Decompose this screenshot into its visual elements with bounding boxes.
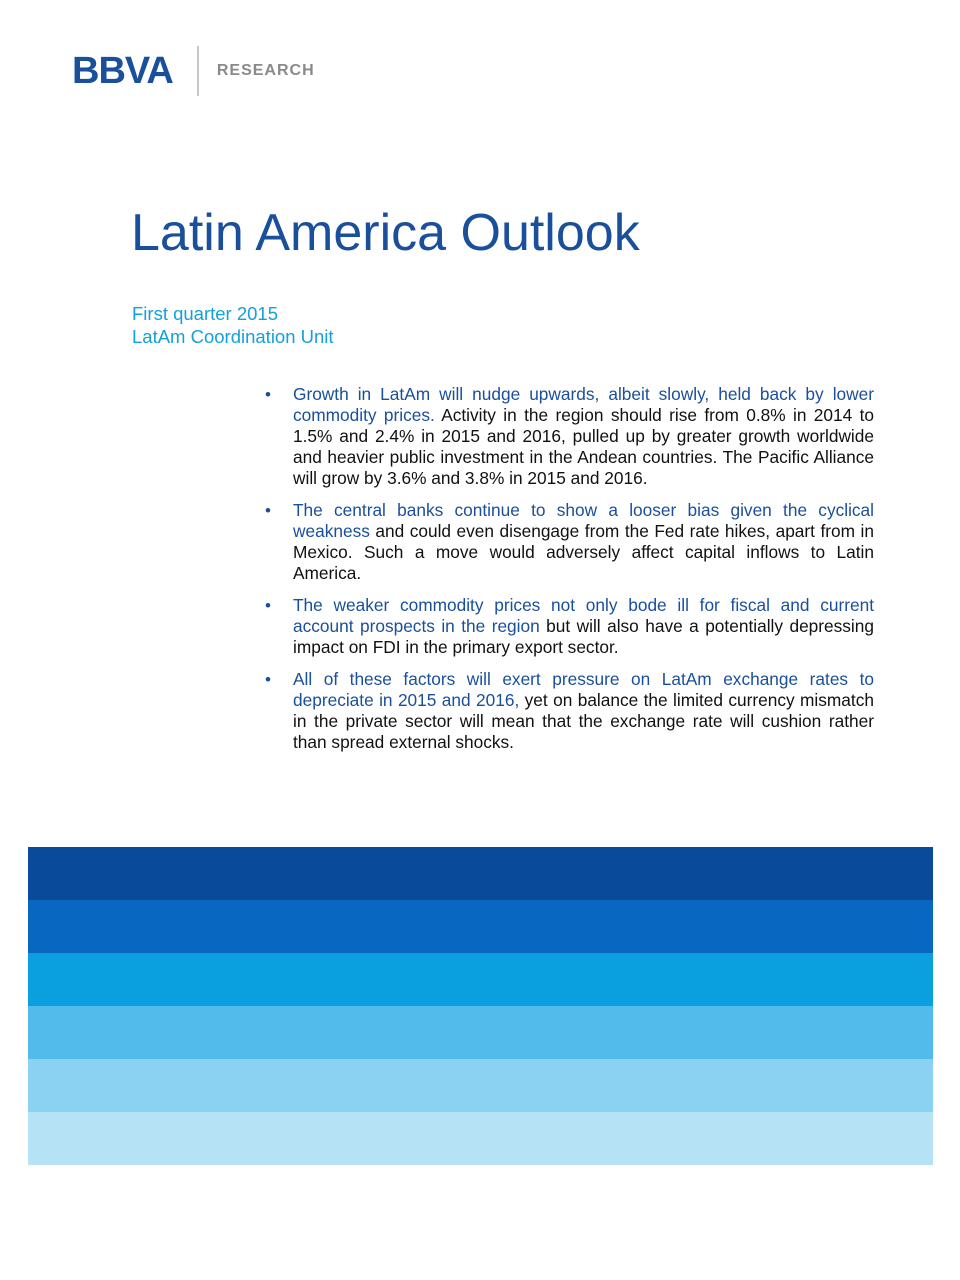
stripe-band: [28, 900, 933, 953]
stripe-band: [28, 1006, 933, 1059]
subtitle-block: [132, 302, 334, 348]
key-point-highlight: The central banks continue to show a looser bias given the cyclical weakness: [293, 500, 874, 541]
key-point-body: Activity in the region should rise from 0.8% in 2014 to 1.5% and 2.4% in 2015 and 2016, pulled up by greater growth worldwide and heavier public investment in the Andean countries. The Pacific Alliance will grow by 3.6% and 3.8% in 2015 and 2016.: [293, 405, 874, 488]
key-point-body: but will also have a potentially depressing impact on FDI in the primary export sector.: [293, 616, 874, 657]
stripe-band: [28, 1112, 933, 1165]
key-point-highlight: All of these factors will exert pressure on LatAm exchange rates to depreciate in 2015 and 2016,: [293, 669, 874, 710]
key-point-body: and could even disengage from the Fed rate hikes, apart from in Mexico. Such a move would adversely affect capital inflows to Latin America.: [293, 521, 874, 583]
key-point-item: [262, 595, 874, 658]
logo-divider: [197, 46, 199, 96]
bbva-logo: BBVA: [72, 50, 173, 92]
research-label: RESEARCH: [216, 62, 315, 79]
subtitle-period: First quarter 2015: [132, 303, 279, 324]
bullet-icon: •: [265, 501, 271, 520]
key-point-highlight: Growth in LatAm will nudge upwards, albeit slowly, held back by lower commodity prices.: [293, 384, 874, 425]
key-point-body: yet on balance the limited currency mismatch in the private sector will mean that the exchange rate will cushion rather than spread external shocks.: [293, 690, 874, 752]
key-points-list: [262, 384, 874, 764]
document-title: Latin America Outlook: [131, 204, 640, 262]
bullet-icon: •: [265, 596, 271, 615]
stripe-band: [28, 847, 933, 900]
key-point-item: [262, 669, 874, 753]
page-header: [72, 44, 315, 98]
decorative-color-stripes: [28, 847, 933, 1165]
key-point-item: [262, 384, 874, 489]
bullet-icon: •: [265, 670, 271, 689]
key-point-item: [262, 500, 874, 584]
stripe-band: [28, 1059, 933, 1112]
key-point-highlight: The weaker commodity prices not only bode ill for fiscal and current account prospects in the region: [293, 595, 874, 636]
stripe-band: [28, 953, 933, 1006]
bullet-icon: •: [265, 385, 271, 404]
subtitle-unit: LatAm Coordination Unit: [132, 326, 334, 347]
